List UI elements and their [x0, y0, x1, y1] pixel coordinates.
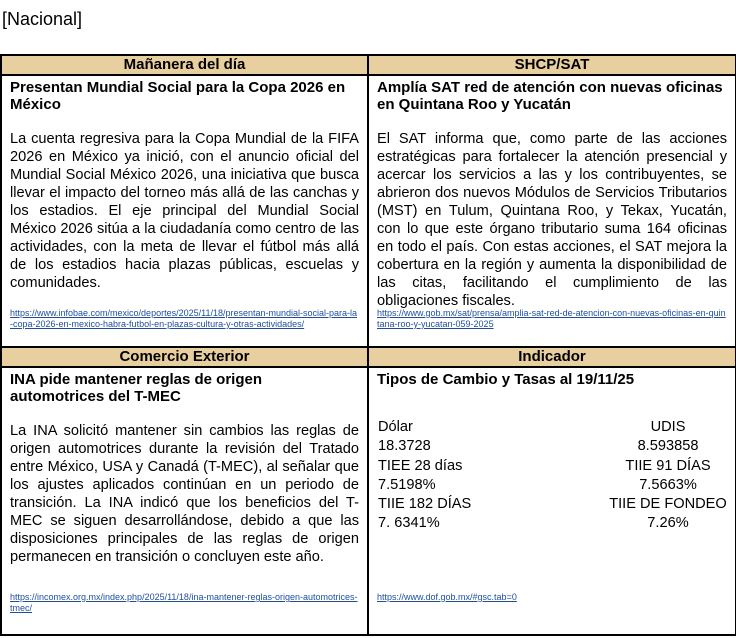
comercio-title: INA pide mantener reglas de origen automotrices del T-MEC	[10, 371, 263, 405]
comercio-link[interactable]: https://incomex.org.mx/index.php/2025/11/18/ina-mantener-reglas-origen-automotrices-tmec/	[10, 592, 358, 613]
comercio-body: La INA solicitó mantener sin cambios las reglas de origen automotrices durante la revisión del Tratado entre México, USA y Canadá (T-MEC), al señalar que los ajustes aplicados continúan en un periodo de transición. La INA indicó que los beneficios del T-MEC se siguen desarrollándose, debido a que las disposiciones principales de las reglas de origen permanecen en transición o concluyen este año.	[10, 423, 359, 565]
mananera-link[interactable]: https://www.infobae.com/mexico/deportes/2025/11/18/presentan-mundial-social-para-la-copa-2026-en-mexico-habra-futbol-en-plazas-cultura-y-otras-actividades/	[10, 308, 358, 329]
header-comercio: Comercio Exterior	[1, 347, 368, 367]
shcp-title: Amplía SAT red de atención con nuevas oficinas en Quintana Roo y Yucatán	[377, 79, 723, 113]
shcp-link[interactable]: https://www.gob.mx/sat/prensa/amplia-sat-red-de-atencion-con-nuevas-oficinas-en-quintana-roo-y-yucatan-059-2025	[377, 308, 726, 329]
rates-table	[378, 418, 728, 534]
rate-label-tiie91: TIIE 91 DÍAS	[625, 457, 711, 474]
rate-value-udis: 8.593858	[637, 438, 699, 455]
rate-value-dolar: 18.3728	[378, 438, 431, 455]
rate-row	[378, 437, 728, 456]
rate-label-dolar: Dólar	[378, 419, 413, 435]
news-grid	[0, 54, 736, 636]
rate-row	[378, 476, 728, 495]
rate-value-tiie28: 7.5198%	[378, 476, 436, 493]
cell-indicador	[368, 367, 736, 635]
indicador-title: Tipos de Cambio y Tasas al 19/11/25	[377, 371, 635, 388]
rate-row	[378, 418, 728, 437]
indicador-link[interactable]: https://www.dof.gob.mx/#gsc.tab=0	[377, 592, 517, 602]
header-shcp-sat: SHCP/SAT	[368, 55, 736, 75]
cell-comercio	[1, 367, 368, 635]
mananera-title: Presentan Mundial Social para la Copa 2026 en México	[10, 79, 346, 113]
header-mananera: Mañanera del día	[1, 55, 368, 75]
rate-label-udis: UDIS	[650, 419, 686, 435]
rate-value-fondeo: 7.26%	[647, 515, 689, 532]
cell-shcp-sat	[368, 75, 736, 347]
rate-row	[378, 514, 728, 533]
mananera-body: La cuenta regresiva para la Copa Mundial de la FIFA 2026 en México ya inició, con el anuncio oficial del Mundial Social México 2026, una iniciativa que busca llevar el impacto del torneo más allá de las canchas y los estadios. El eje principal del Mundial Social México 2026 sitúa a la ciudadanía como centro de las actividades, con la meta de llevar el fútbol más allá de los estadios hacia plazas públicas, escuelas y comunidades.	[10, 131, 359, 291]
rate-label-fondeo: TIIE DE FONDEO	[609, 496, 727, 513]
rate-row	[378, 495, 728, 514]
rate-value-tiie182: 7. 6341%	[378, 515, 440, 532]
rate-label-tiie28: TIEE 28 días	[378, 457, 463, 474]
cell-mananera	[1, 75, 368, 347]
header-indicador: Indicador	[368, 347, 736, 367]
rate-value-tiie91: 7.5663%	[639, 476, 697, 493]
rate-row	[378, 457, 728, 476]
section-label: [Nacional]	[2, 9, 83, 29]
shcp-body: El SAT informa que, como parte de las acciones estratégicas para fortalecer la atención presencial y acercar los servicios a las y los contribuyentes, se abrieron dos nuevos Módulos de Servicios Tributarios (MST) en Tulum, Quintana Roo, y Tekax, Yucatán, con lo que este órgano tributario suma 164 oficinas en todo el país. Con estas acciones, el SAT mejora la cobertura en la región y aumenta la disponibilidad de las citas, facilitando el cumplimiento de las obligaciones fiscales.	[377, 131, 727, 309]
rate-label-tiie182: TIIE 182 DÍAS	[378, 496, 472, 513]
